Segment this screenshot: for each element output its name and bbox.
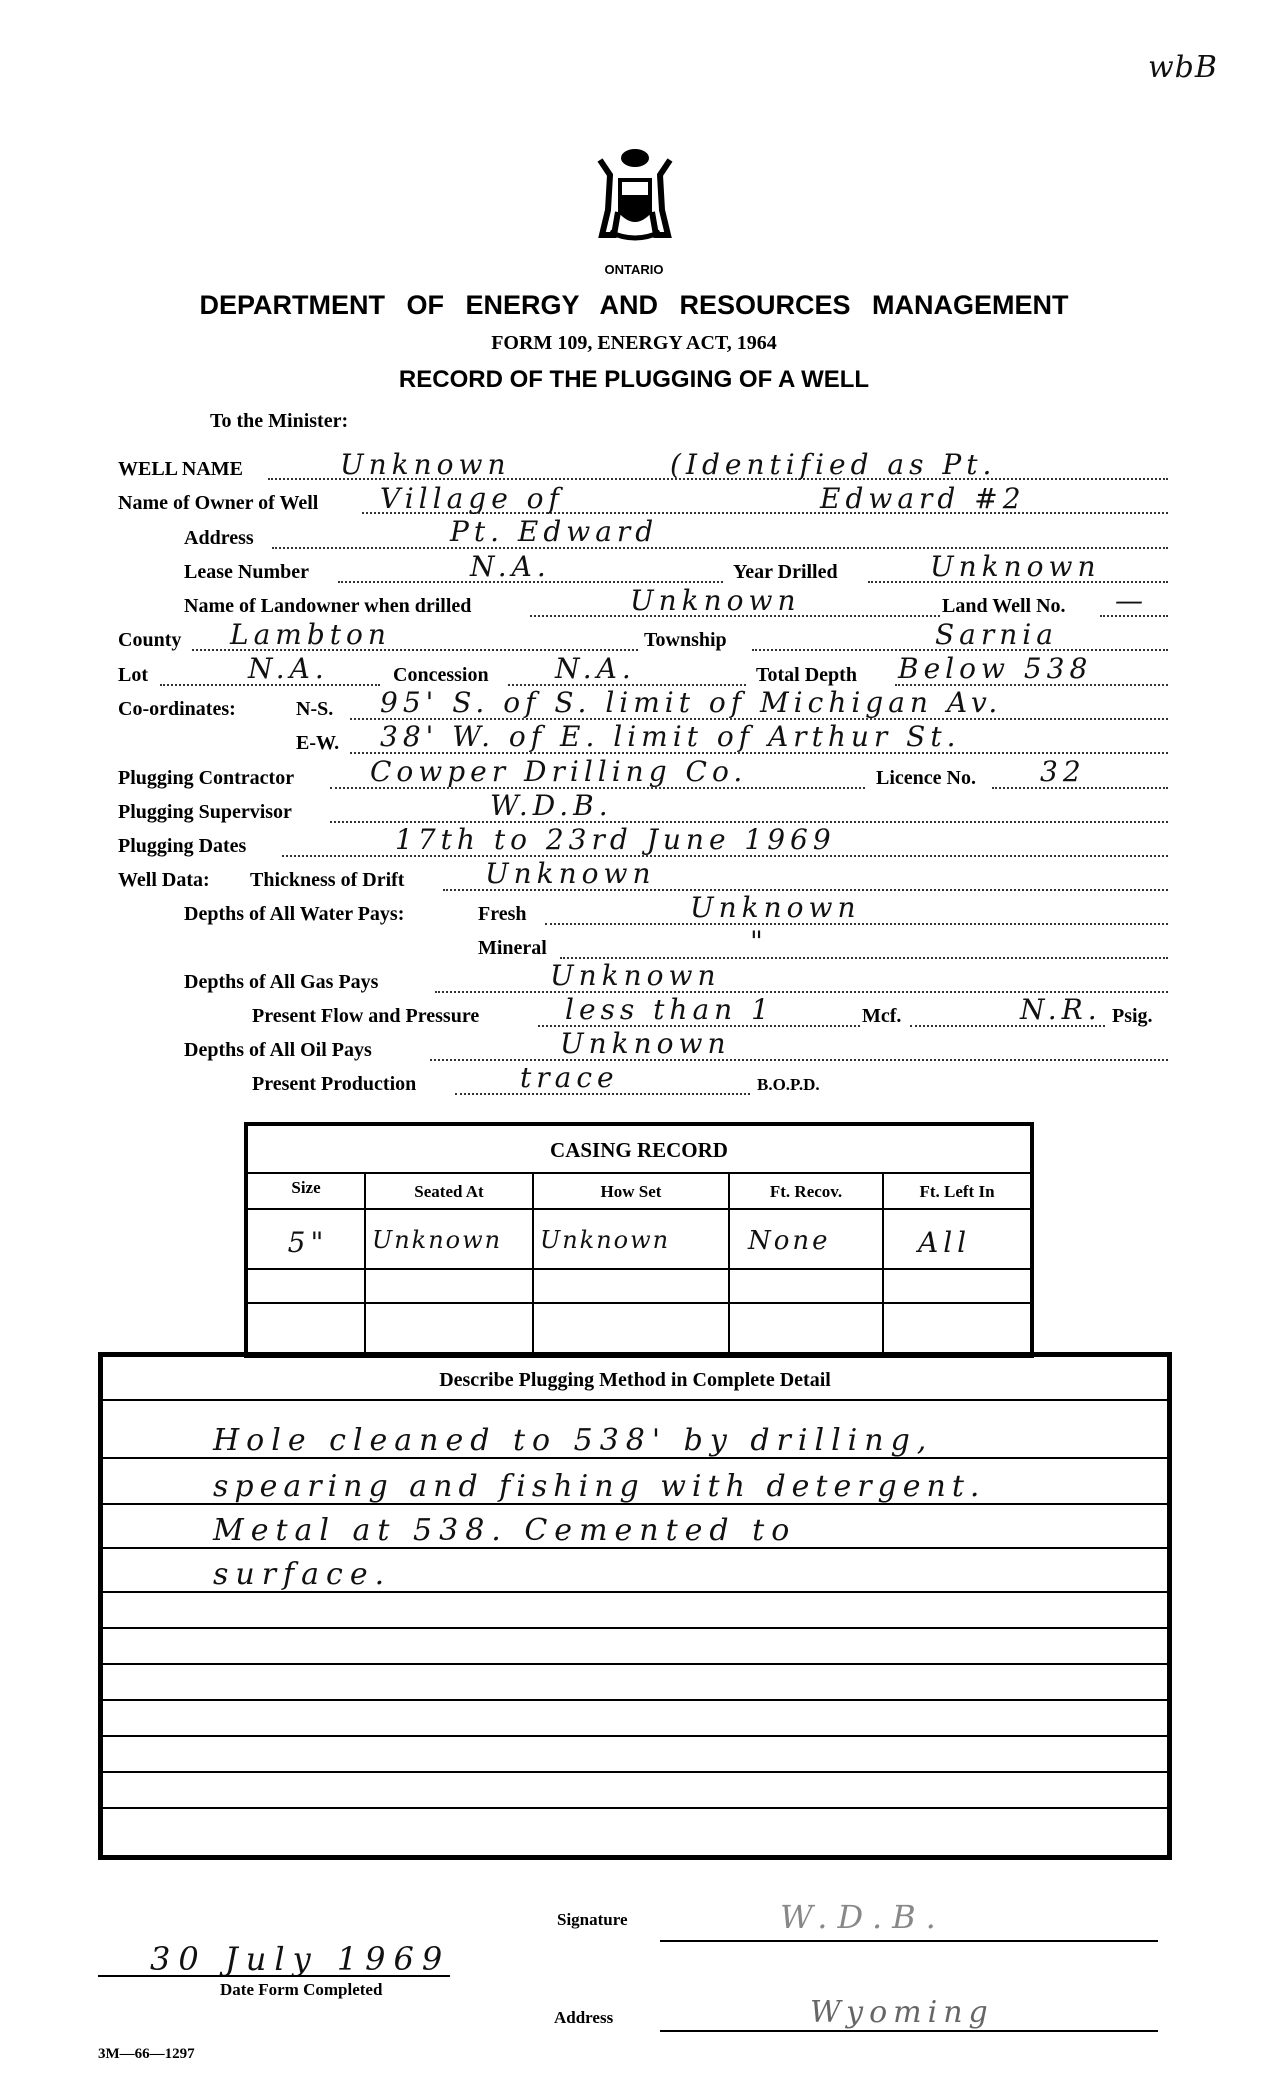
county-label: County bbox=[118, 629, 182, 651]
land-well-no-value: — bbox=[1115, 584, 1148, 617]
township-value: Sarnia bbox=[935, 618, 1058, 651]
corner-initials: wbB bbox=[1148, 50, 1218, 85]
fresh-value: Unknown bbox=[690, 891, 861, 924]
bopd-label: B.O.P.D. bbox=[757, 1075, 820, 1094]
water-pays-label: Depths of All Water Pays: bbox=[184, 903, 405, 925]
form-code: 3M—66—1297 bbox=[98, 2046, 195, 2062]
col-seated-at-header: Seated At bbox=[414, 1182, 484, 1201]
signature-label: Signature bbox=[557, 1910, 628, 1929]
owner-note: Edward #2 bbox=[820, 482, 1026, 515]
well-name-note: (Identified as Pt. bbox=[670, 448, 997, 481]
date-completed-label: Date Form Completed bbox=[220, 1980, 383, 1999]
table-cell: 5" bbox=[287, 1226, 329, 1259]
land-well-no-label: Land Well No. bbox=[942, 595, 1066, 617]
ns-label: N-S. bbox=[296, 698, 334, 720]
table-cell: Unknown bbox=[372, 1226, 503, 1254]
salutation: To the Minister: bbox=[210, 410, 349, 432]
well-data-label: Well Data: bbox=[118, 869, 210, 891]
address-label: Address bbox=[184, 527, 254, 549]
form-number: FORM 109, ENERGY ACT, 1964 bbox=[491, 332, 777, 354]
plugging-supervisor-label: Plugging Supervisor bbox=[118, 801, 292, 823]
licence-no-label: Licence No. bbox=[876, 767, 976, 789]
plugging-method-title: Describe Plugging Method in Complete Detail bbox=[439, 1369, 831, 1391]
flow-pressure-value: less than 1 bbox=[565, 993, 774, 1026]
psig-value: N.R. bbox=[1020, 993, 1102, 1026]
well-name-label: WELL NAME bbox=[118, 458, 244, 480]
licence-no-value: 32 bbox=[1040, 755, 1086, 788]
ontario-coat-of-arms-icon bbox=[580, 140, 690, 250]
lot-value: N.A. bbox=[248, 652, 329, 685]
year-drilled-value: Unknown bbox=[930, 550, 1101, 583]
gas-pays-value: Unknown bbox=[550, 959, 721, 992]
mcf-label: Mcf. bbox=[862, 1005, 902, 1027]
casing-record-title: CASING RECORD bbox=[550, 1138, 728, 1162]
address-footer-value: Wyoming bbox=[810, 1995, 994, 2030]
mineral-value: " bbox=[750, 925, 768, 958]
thickness-drift-label: Thickness of Drift bbox=[250, 869, 405, 891]
coordinates-label: Co-ordinates: bbox=[118, 698, 236, 720]
table-cell: Unknown bbox=[540, 1226, 671, 1254]
col-ft-left-in-header: Ft. Left In bbox=[919, 1182, 995, 1201]
col-how-set-header: How Set bbox=[600, 1182, 662, 1201]
lease-number-label: Lease Number bbox=[184, 561, 309, 583]
flow-pressure-label: Present Flow and Pressure bbox=[252, 1005, 480, 1027]
oil-pays-value: Unknown bbox=[560, 1027, 731, 1060]
oil-pays-label: Depths of All Oil Pays bbox=[184, 1039, 372, 1061]
psig-label: Psig. bbox=[1112, 1005, 1153, 1027]
table-cell: None bbox=[748, 1226, 831, 1256]
plugging-method-box bbox=[98, 1352, 1172, 1860]
landowner-value: Unknown bbox=[630, 584, 801, 617]
concession-value: N.A. bbox=[555, 652, 636, 685]
method-line-3: Metal at 538. Cemented to bbox=[213, 1513, 797, 1548]
method-line-2: spearing and fishing with detergent. bbox=[213, 1469, 986, 1504]
lease-number-value: N.A. bbox=[470, 550, 551, 583]
plugging-contractor-label: Plugging Contractor bbox=[118, 767, 295, 789]
county-value: Lambton bbox=[230, 618, 391, 651]
method-line-4: surface. bbox=[213, 1557, 392, 1592]
mineral-label: Mineral bbox=[478, 937, 547, 959]
plugging-contractor-value: Cowper Drilling Co. bbox=[370, 755, 748, 788]
form-title: RECORD OF THE PLUGGING OF A WELL bbox=[398, 366, 870, 393]
ew-value: 38' W. of E. limit of Arthur St. bbox=[380, 720, 961, 753]
plugging-dates-label: Plugging Dates bbox=[118, 835, 247, 857]
present-production-label: Present Production bbox=[252, 1073, 417, 1095]
address-footer-label: Address bbox=[554, 2008, 614, 2027]
ns-value: 95' S. of S. limit of Michigan Av. bbox=[380, 686, 1003, 719]
method-line-1: Hole cleaned to 538' by drilling, bbox=[213, 1423, 934, 1458]
fresh-label: Fresh bbox=[478, 903, 527, 925]
well-name-value: Unknown bbox=[340, 448, 511, 481]
landowner-label: Name of Landowner when drilled bbox=[184, 595, 472, 617]
address-value: Pt. Edward bbox=[450, 515, 659, 548]
province-label: ONTARIO bbox=[604, 262, 664, 277]
gas-pays-label: Depths of All Gas Pays bbox=[184, 971, 379, 993]
present-production-value: trace bbox=[520, 1061, 619, 1094]
casing-record-table bbox=[244, 1122, 1034, 1358]
township-label: Township bbox=[644, 629, 727, 651]
table-cell: All bbox=[918, 1226, 972, 1259]
plugging-dates-value: 17th to 23rd June 1969 bbox=[395, 823, 836, 856]
year-drilled-label: Year Drilled bbox=[733, 561, 838, 583]
owner-label: Name of Owner of Well bbox=[118, 492, 319, 514]
col-size-header: Size bbox=[291, 1178, 321, 1197]
thickness-drift-value: Unknown bbox=[485, 857, 656, 890]
department-title: DEPARTMENT OF ENERGY AND RESOURCES MANAGEMENT bbox=[199, 290, 1069, 320]
total-depth-label: Total Depth bbox=[756, 664, 857, 686]
concession-label: Concession bbox=[393, 664, 489, 686]
plugging-supervisor-value: W.D.B. bbox=[490, 789, 613, 822]
lot-label: Lot bbox=[118, 664, 148, 686]
total-depth-value: Below 538 bbox=[898, 652, 1093, 685]
col-ft-recov-header: Ft. Recov. bbox=[769, 1182, 843, 1201]
signature-value: W.D.B. bbox=[780, 1898, 946, 1936]
owner-value: Village of bbox=[380, 482, 564, 515]
date-completed-value: 30 July 1969 bbox=[150, 1940, 451, 1978]
ew-label: E-W. bbox=[296, 732, 340, 754]
